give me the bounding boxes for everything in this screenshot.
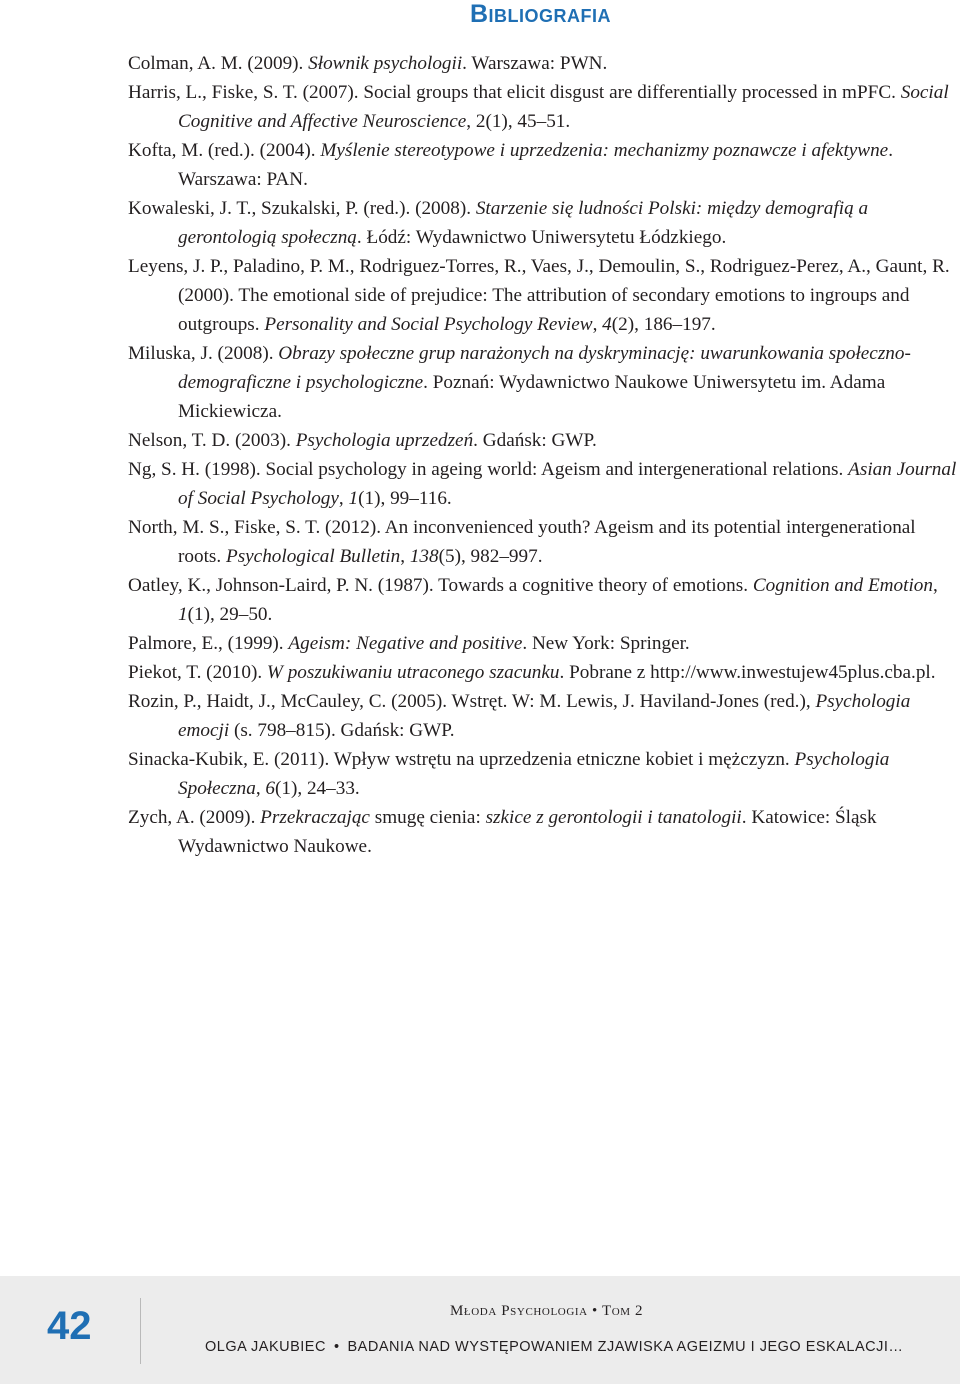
reference-italic-text: W poszukiwaniu utraconego szacunku: [266, 662, 560, 683]
reference-italic-text: Psychologia uprzedzeń: [295, 430, 474, 451]
reference-text: Palmore, E., (1999).: [128, 633, 289, 654]
reference-italic-text: szkice z gerontologii i tanatologii: [485, 807, 742, 828]
reference-text: . Łódź: Wydawnictwo Uniwersytetu Łódzkiego.: [356, 227, 727, 248]
reference-entry: [128, 426, 958, 455]
reference-italic-text: Obrazy społeczne grup narażonych na dyskryminację: uwarunkowania społeczno-demograficzne i psychologiczne: [178, 343, 911, 393]
reference-italic-text: 138: [409, 546, 439, 567]
reference-text: . Pobrane z http://www.inwestujew45plus.cba.pl.: [559, 662, 936, 683]
reference-italic-text: Social Cognitive and Affective Neuroscience: [178, 82, 949, 132]
reference-text: ,: [255, 778, 266, 799]
page-footer: [0, 1276, 960, 1384]
journal-name: Młoda Psychologia • Tom 2: [450, 1303, 644, 1319]
reference-text: . New York: Springer.: [522, 633, 690, 654]
reference-text: Oatley, K., Johnson-Laird, P. N. (1987). Towards a cognitive theory of emotions.: [128, 575, 753, 596]
article-title: BADANIA NAD WYSTĘPOWANIEM ZJAWISKA AGEIZMU I JEGO ESKALACJI…: [347, 1339, 904, 1355]
reference-text: Kofta, M. (red.). (2004).: [128, 140, 321, 161]
reference-entry: [128, 571, 958, 629]
reference-text: Leyens, J. P., Paladino, P. M., Rodriguez-Torres, R., Vaes, J., Demoulin, S., Rodriguez-Perez, A., Gaunt, R. (2000). The emotional side of prejudice: The attribution of secondary emotions to ingroups and outgroups.: [128, 256, 950, 335]
reference-text: Harris, L., Fiske, S. T. (2007). Social groups that elicit disgust are differentially processed in mPFC.: [128, 82, 901, 103]
reference-italic-text: 6: [265, 778, 275, 799]
page-number: 42: [47, 1304, 92, 1348]
reference-list: [128, 49, 958, 861]
reference-text: . Poznań: Wydawnictwo Naukowe Uniwersytetu im. Adama Mickiewicza.: [178, 372, 886, 422]
reference-text: Ng, S. H. (1998). Social psychology in ageing world: Ageism and intergenerational relations.: [128, 459, 849, 480]
reference-text: ,: [338, 488, 349, 509]
reference-entry: [128, 194, 958, 252]
reference-text: Kowaleski, J. T., Szukalski, P. (red.). (2008).: [128, 198, 476, 219]
reference-text: (1), 24–33.: [275, 778, 360, 799]
reference-italic-text: Cognition and Emotion: [752, 575, 933, 596]
reference-text: (s. 798–815). Gdańsk: GWP.: [229, 720, 455, 741]
reference-italic-text: Psychologia emocji: [178, 691, 911, 741]
reference-entry: [128, 136, 958, 194]
reference-text: Rozin, P., Haidt, J., McCauley, C. (2005). Wstręt. W: M. Lewis, J. Haviland-Jones (red.),: [128, 691, 816, 712]
reference-text: , 2(1), 45–51.: [466, 111, 571, 132]
reference-entry: [128, 687, 958, 745]
bullet-separator: •: [333, 1339, 340, 1355]
reference-text: ,: [592, 314, 603, 335]
reference-text: Piekot, T. (2010).: [128, 662, 267, 683]
reference-entry: [128, 629, 958, 658]
reference-text: (1), 99–116.: [358, 488, 452, 509]
footer-divider: [140, 1298, 141, 1364]
reference-italic-text: Psychological Bulletin: [225, 546, 401, 567]
reference-entry: [128, 339, 958, 426]
reference-entry: [128, 455, 958, 513]
reference-italic-text: Ageism: Negative and positive: [288, 633, 523, 654]
reference-text: (5), 982–997.: [438, 546, 543, 567]
reference-entry: [128, 745, 958, 803]
reference-text: smugę cienia:: [369, 807, 486, 828]
reference-text: Colman, A. M. (2009).: [128, 53, 309, 74]
reference-entry: [128, 658, 958, 687]
reference-text: ,: [400, 546, 410, 567]
reference-italic-text: Myślenie stereotypowe i uprzedzenia: mechanizmy poznawcze i afektywne: [320, 140, 889, 161]
author-name: OLGA JAKUBIEC: [205, 1339, 326, 1355]
reference-italic-text: Psychologia Społeczna: [178, 749, 890, 799]
reference-text: ,: [932, 575, 938, 596]
reference-italic-text: Słownik psychologii: [308, 53, 463, 74]
reference-text: . Warszawa: PAN.: [178, 140, 893, 190]
reference-entry: [128, 49, 958, 78]
reference-italic-text: Personality and Social Psychology Review: [264, 314, 593, 335]
reference-text: Sinacka-Kubik, E. (2011). Wpływ wstrętu na uprzedzenia etniczne kobiet i mężczyzn.: [128, 749, 795, 770]
reference-entry: [128, 252, 958, 339]
reference-italic-text: 1: [348, 488, 359, 509]
reference-text: Zych, A. (2009).: [128, 807, 261, 828]
reference-italic-text: 1: [178, 604, 188, 625]
running-header: [205, 1339, 903, 1355]
reference-text: North, M. S., Fiske, S. T. (2012). An inconvenienced youth? Ageism and its potential intergenerational roots.: [128, 517, 916, 567]
reference-entry: [128, 803, 958, 861]
reference-entry: [128, 78, 958, 136]
reference-text: (2), 186–197.: [611, 314, 716, 335]
reference-entry: [128, 513, 958, 571]
reference-italic-text: Asian Journal of Social Psychology: [178, 459, 957, 509]
reference-text: Nelson, T. D. (2003).: [128, 430, 296, 451]
reference-text: . Gdańsk: GWP.: [473, 430, 597, 451]
reference-text: Miluska, J. (2008).: [128, 343, 279, 364]
reference-italic-text: Starzenie się ludności Polski: między demografią a gerontologią społeczną: [178, 198, 869, 248]
reference-italic-text: 4: [602, 314, 612, 335]
reference-text: (1), 29–50.: [187, 604, 273, 625]
section-heading: Bibliografia: [470, 0, 612, 28]
reference-text: . Warszawa: PWN.: [462, 53, 608, 74]
reference-text: . Katowice: Śląsk Wydawnictwo Naukowe.: [178, 807, 877, 857]
reference-italic-text: Przekraczając: [260, 807, 370, 828]
